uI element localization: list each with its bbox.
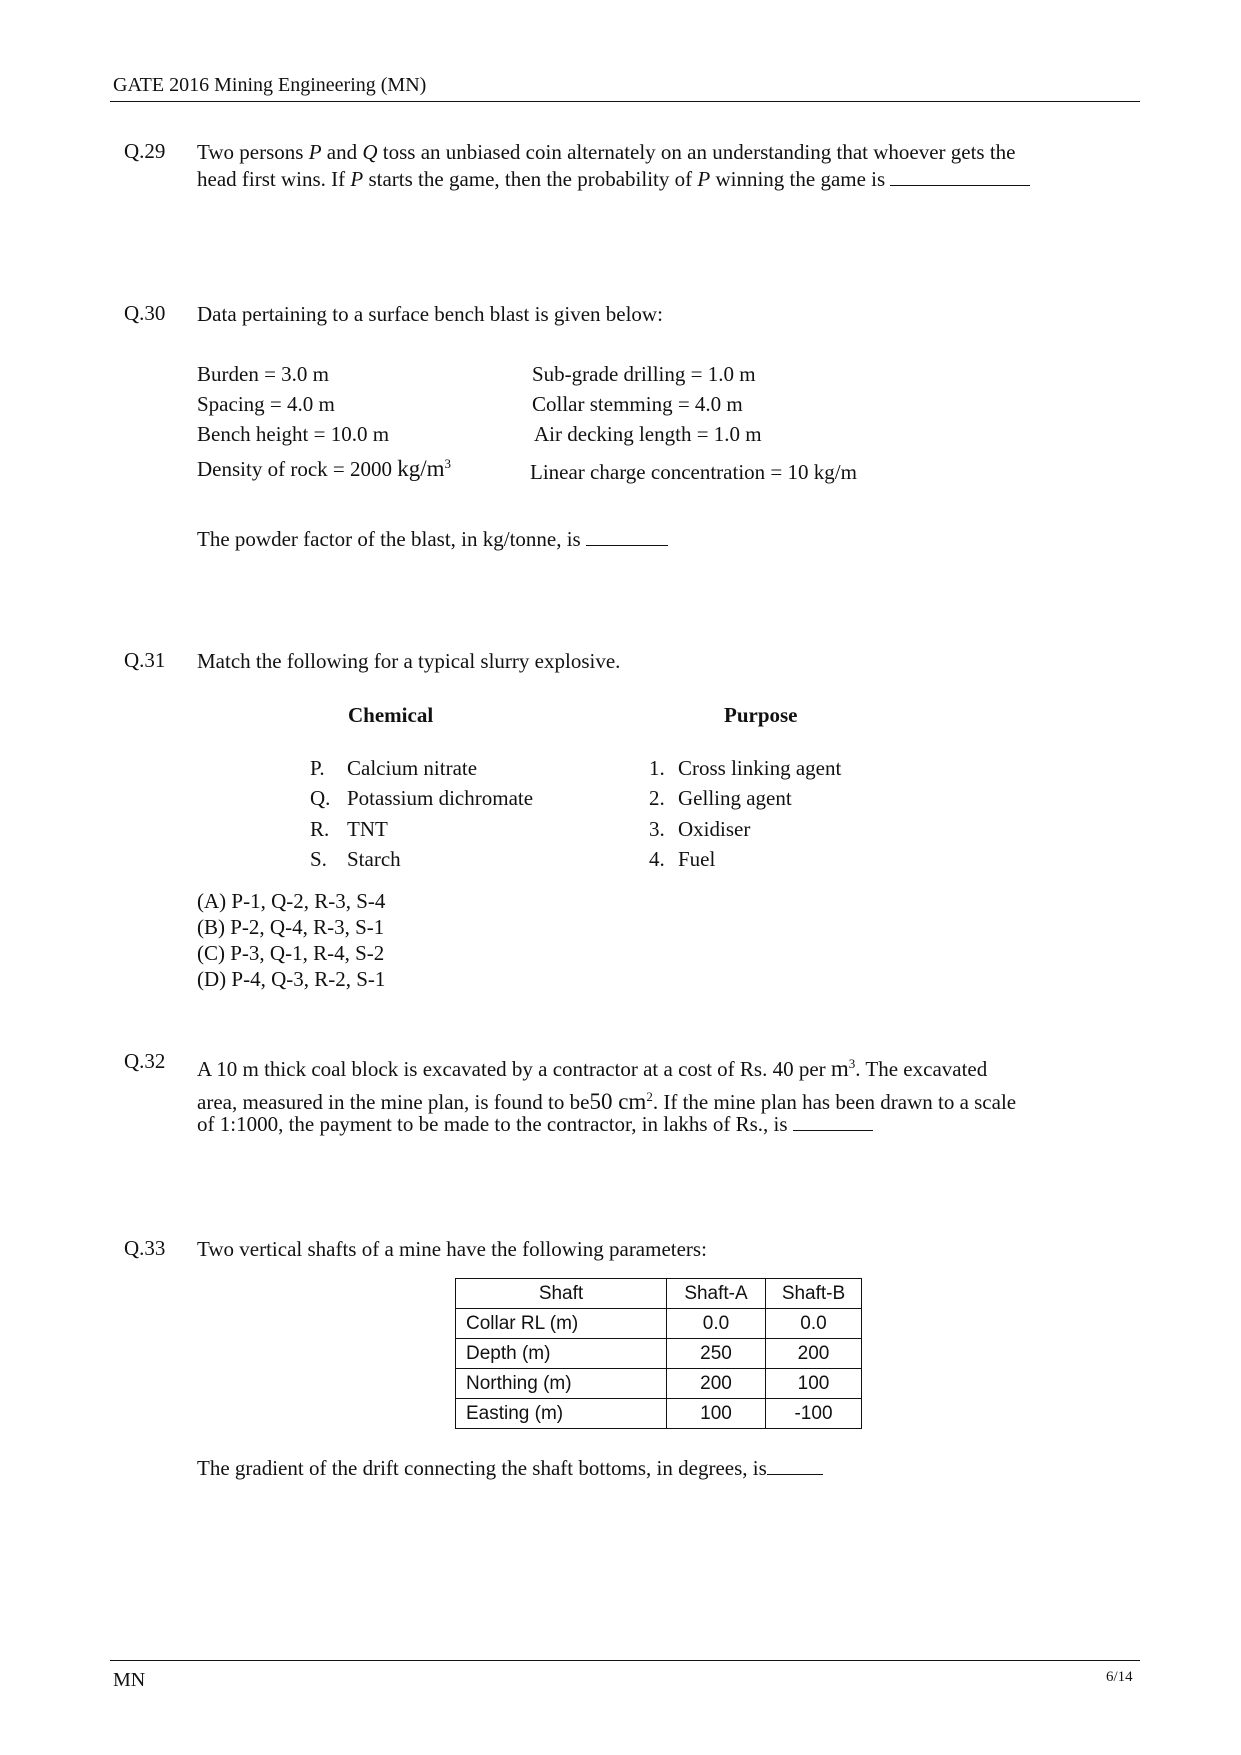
q32-number: Q.32 [124, 1049, 166, 1073]
q30-subgrade-drilling: Sub-grade drilling = 1.0 m [532, 362, 756, 386]
q31-chem-label: R. [310, 817, 330, 841]
q31-option-d: (D) P-4, Q-3, R-2, S-1 [197, 967, 386, 991]
q31-chem-name: TNT [347, 817, 388, 841]
table-cell: 0.0 [667, 1309, 766, 1339]
table-cell: Easting (m) [456, 1399, 667, 1429]
q30-bench-height: Bench height = 10.0 m [197, 422, 390, 446]
table-row [456, 1369, 862, 1399]
footer-rule [110, 1660, 1140, 1661]
q31-chem-name: Calcium nitrate [347, 756, 478, 780]
q30-linear-charge: Linear charge concentration = 10 kg/m [530, 460, 857, 484]
page-header-title: GATE 2016 Mining Engineering (MN) [113, 74, 427, 96]
q30-intro: Data pertaining to a surface bench blast is given below: [197, 302, 663, 326]
table-header-cell: Shaft-A [667, 1279, 766, 1309]
q30-spacing: Spacing = 4.0 m [197, 392, 335, 416]
q31-purpose-name: Oxidiser [678, 817, 751, 841]
table-row [456, 1339, 862, 1369]
q31-chem-label: S. [310, 847, 327, 871]
q31-col-purpose: Purpose [724, 703, 798, 727]
q32-line-1: A 10 m thick coal block is excavated by a contractor at a cost of Rs. 40 per $m^3$. The excavated [197, 1056, 988, 1081]
q31-option-a: (A) P-1, Q-2, R-3, S-4 [197, 889, 386, 913]
q31-option-b: (B) P-2, Q-4, R-3, S-1 [197, 915, 385, 939]
q31-purpose-label: 4. [649, 847, 665, 871]
table-cell: Northing (m) [456, 1369, 667, 1399]
q30-burden: Burden = 3.0 m [197, 362, 329, 386]
q31-purpose-name: Gelling agent [678, 786, 792, 810]
q31-purpose-name: Cross linking agent [678, 756, 842, 780]
q30-question: The powder factor of the blast, in kg/tonne, is [197, 526, 1117, 553]
answer-blank [890, 167, 1030, 186]
table-header-row [456, 1279, 862, 1309]
table-cell: -100 [766, 1399, 862, 1429]
table-cell: 200 [667, 1369, 766, 1399]
q29-number: Q.29 [124, 139, 166, 163]
q32-line-3: of 1:1000, the payment to be made to the contractor, in lakhs of Rs., is [197, 1111, 1117, 1138]
table-cell: 100 [766, 1369, 862, 1399]
q33-intro: Two vertical shafts of a mine have the following parameters: [197, 1237, 707, 1261]
q31-chem-label: P. [310, 756, 325, 780]
q31-option-c: (C) P-3, Q-1, R-4, S-2 [197, 941, 385, 965]
q31-chem-label: Q. [310, 786, 331, 810]
header-rule [110, 101, 1140, 102]
answer-blank [586, 527, 668, 546]
table-header-cell: Shaft-B [766, 1279, 862, 1309]
table-cell: 200 [766, 1339, 862, 1369]
table-cell: Collar RL (m) [456, 1309, 667, 1339]
q31-intro: Match the following for a typical slurry explosive. [197, 649, 621, 673]
q31-purpose-name: Fuel [678, 847, 716, 871]
q31-number: Q.31 [124, 648, 166, 672]
shaft-parameters-table [455, 1278, 862, 1429]
q29-text [197, 139, 1117, 193]
footer-subject-code: MN [113, 1669, 146, 1691]
page-number: 6/14 [1106, 1669, 1133, 1685]
q30-air-decking: Air decking length = 1.0 m [534, 422, 762, 446]
q31-purpose-label: 2. [649, 786, 665, 810]
q30-collar-stemming: Collar stemming = 4.0 m [532, 392, 743, 416]
q31-purpose-label: 1. [649, 756, 665, 780]
table-header-cell: Shaft [456, 1279, 667, 1309]
q30-density: Density of rock = 2000 $kg/m^3$ [197, 456, 452, 481]
table-row [456, 1399, 862, 1429]
q31-chem-name: Starch [347, 847, 401, 871]
q31-col-chemical: Chemical [348, 703, 434, 727]
q33-question: The gradient of the drift connecting the shaft bottoms, in degrees, is [197, 1455, 1117, 1482]
q30-number: Q.30 [124, 301, 166, 325]
table-cell: 0.0 [766, 1309, 862, 1339]
answer-blank [793, 1112, 873, 1131]
q33-number: Q.33 [124, 1236, 166, 1260]
q32-line-2: area, measured in the mine plan, is found to be50 $cm^2$. If the mine plan has been drawn to a scale [197, 1089, 1017, 1114]
answer-blank [767, 1456, 823, 1475]
shaft-parameters-table-wrap [455, 1278, 862, 1429]
table-cell: Depth (m) [456, 1339, 667, 1369]
q31-purpose-label: 3. [649, 817, 665, 841]
q29-line-2: head first wins. If P starts the game, then the probability of P winning the game is [197, 166, 1117, 193]
table-cell: 250 [667, 1339, 766, 1369]
q31-chem-name: Potassium dichromate [347, 786, 534, 810]
table-cell: 100 [667, 1399, 766, 1429]
table-row [456, 1309, 862, 1339]
q29-line-1: Two persons P and Q toss an unbiased coin alternately on an understanding that whoever gets the [197, 140, 1016, 164]
